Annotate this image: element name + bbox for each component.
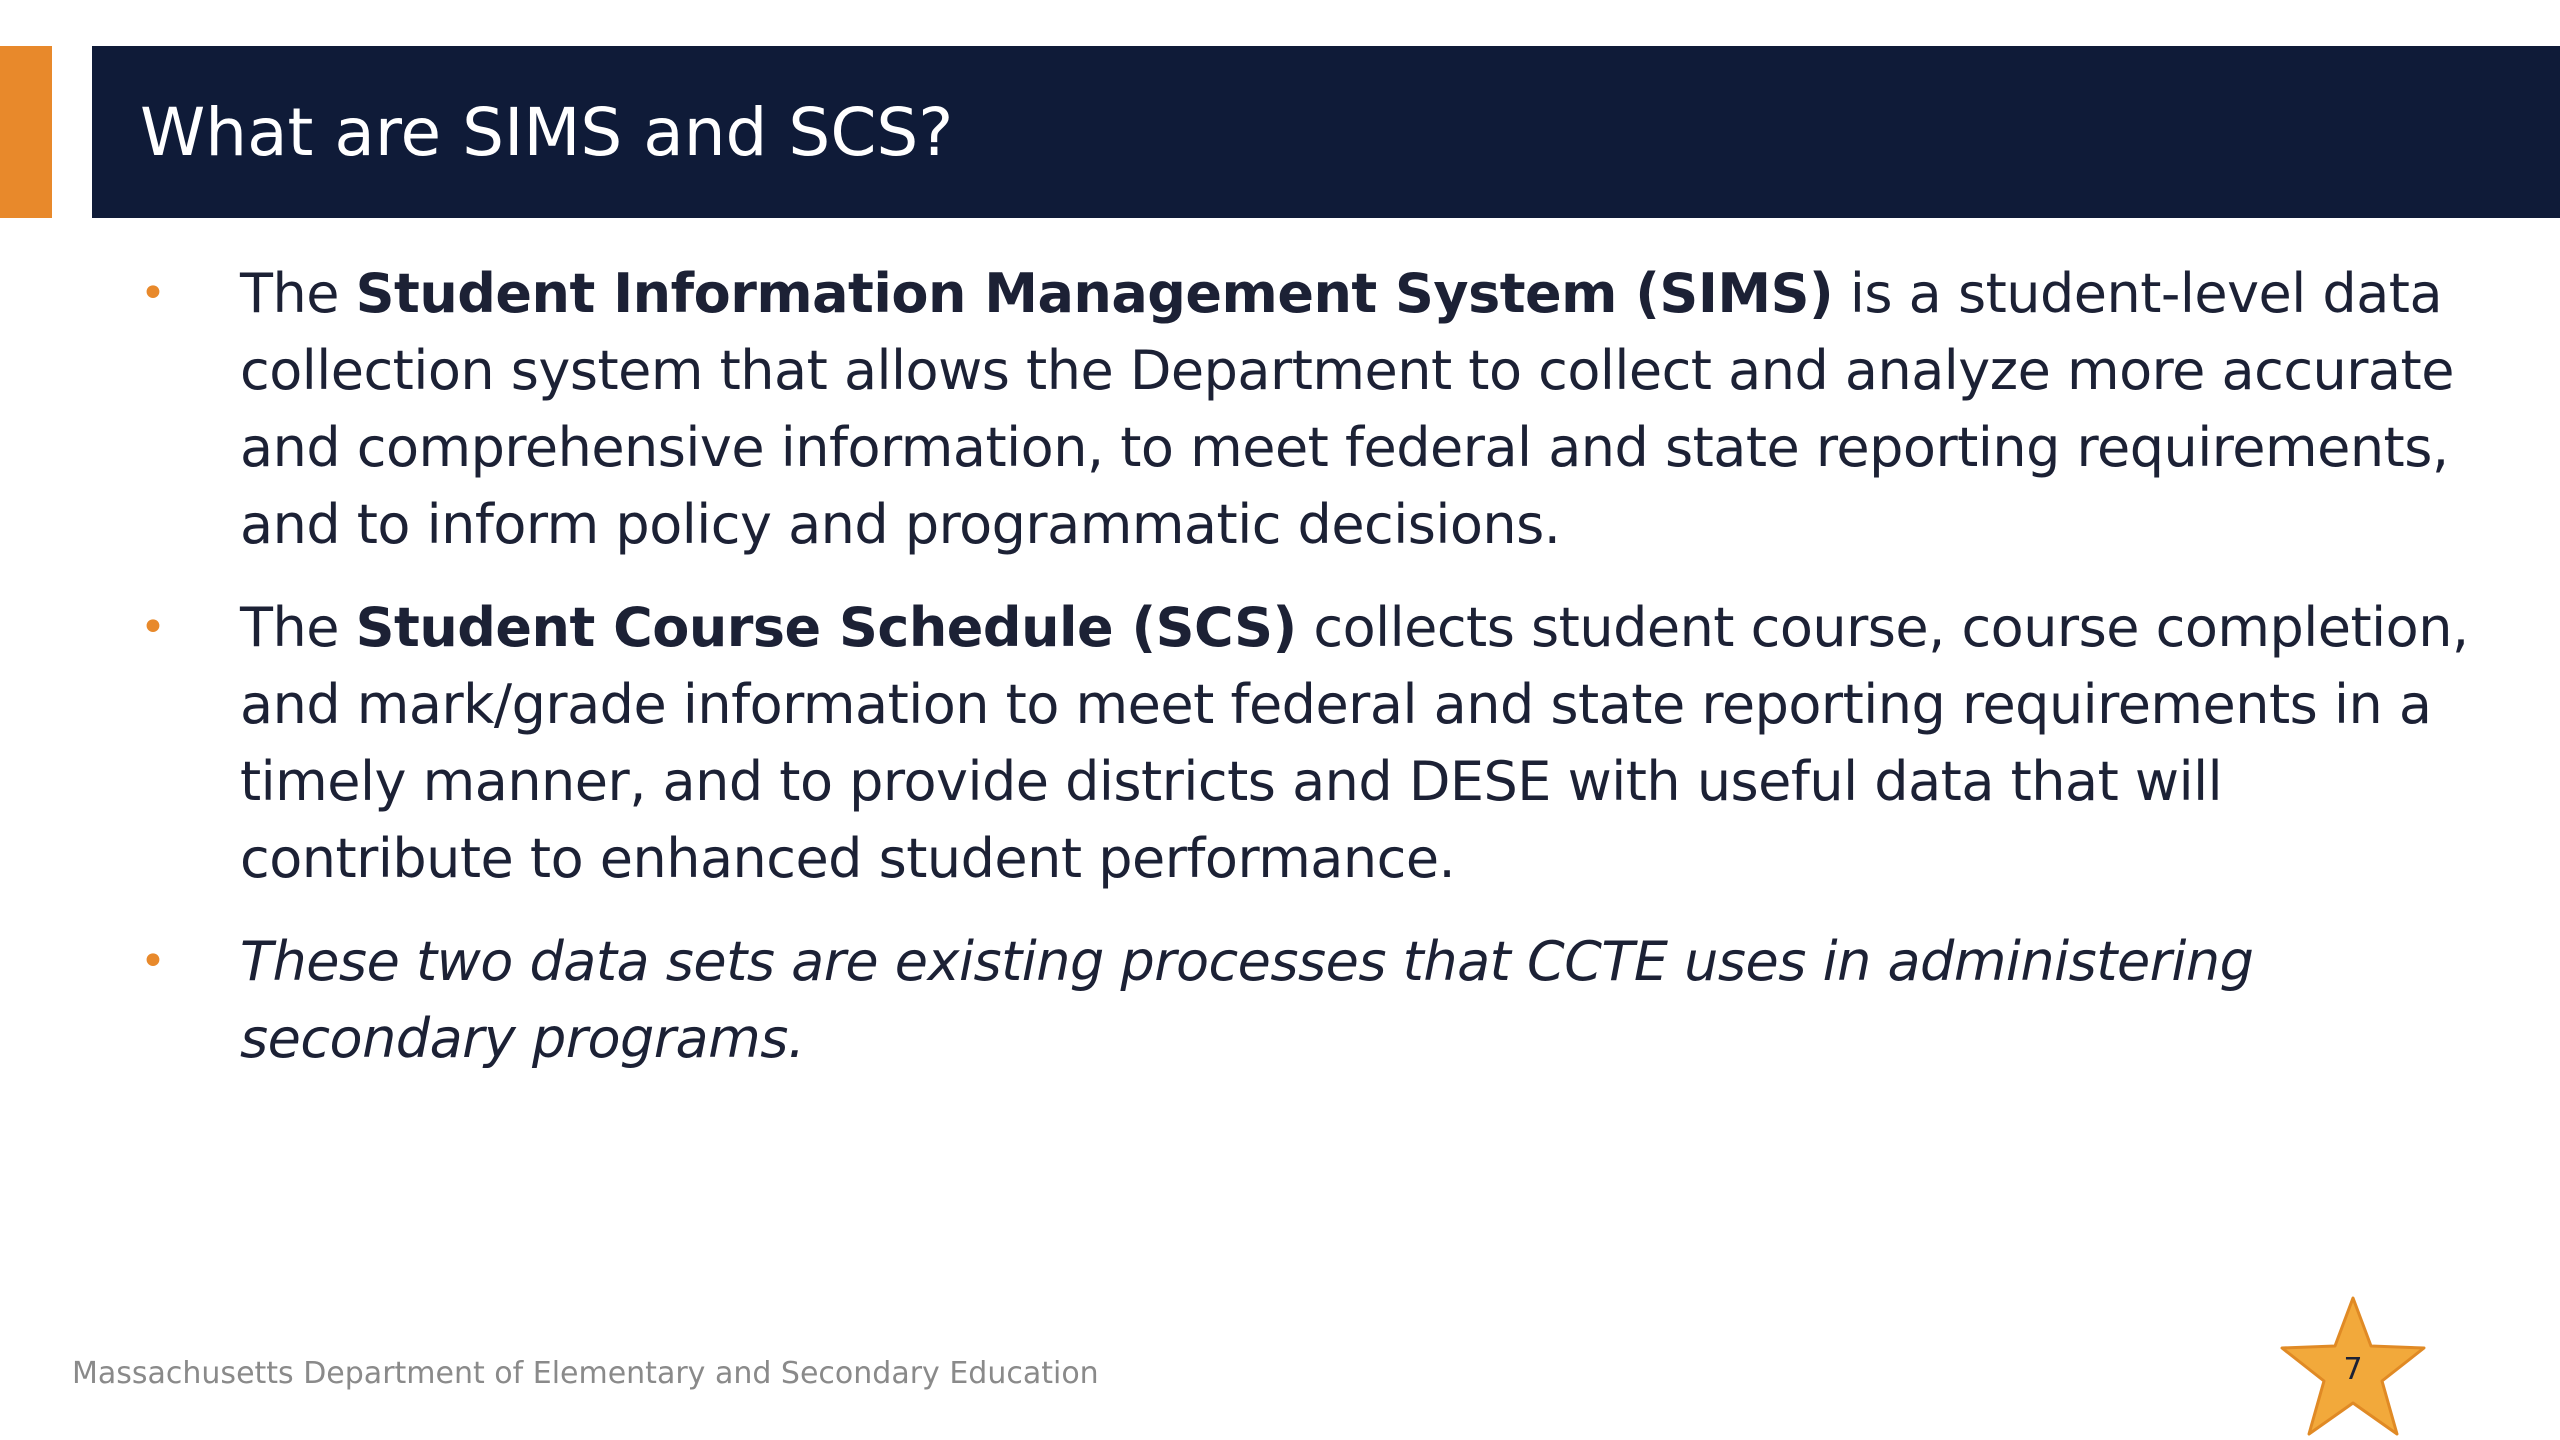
bullet-list [140,255,2500,1103]
bullet-text-prefix: The [240,596,356,659]
bullet-item-sims [140,255,2500,563]
bullet-note-text: These two data sets are existing processes that CCTE uses in administering secondary programs. [240,930,2254,1070]
accent-bar [0,46,52,218]
bullet-term-sims: Student Information Management System (SIMS) [355,262,1834,325]
title-bar [92,46,2560,218]
slide-title: What are SIMS and SCS? [140,93,954,171]
bullet-marker: • [140,268,166,319]
footer-organization: Massachusetts Department of Elementary and Secondary Education [72,1356,1099,1391]
page-number: 7 [2343,1352,2363,1387]
bullet-text-body: is a student-level data collection system that allows the Department to collect and analyze more accurate and comprehensive information, to meet federal and state reporting requirements, and to inform policy and programmatic decisions. [240,262,2454,556]
bullet-item-note [140,923,2500,1077]
bullet-term-scs: Student Course Schedule (SCS) [355,596,1297,659]
bullet-item-scs [140,589,2500,897]
bullet-marker: • [140,936,166,987]
bullet-text-prefix: The [240,262,356,325]
bullet-text-body: collects student course, course completion, and mark/grade information to meet federal and state reporting requirements in a timely manner, and to provide districts and DESE with useful data that will contribute to enhanced student performance. [240,596,2469,890]
bullet-marker: • [140,602,166,653]
